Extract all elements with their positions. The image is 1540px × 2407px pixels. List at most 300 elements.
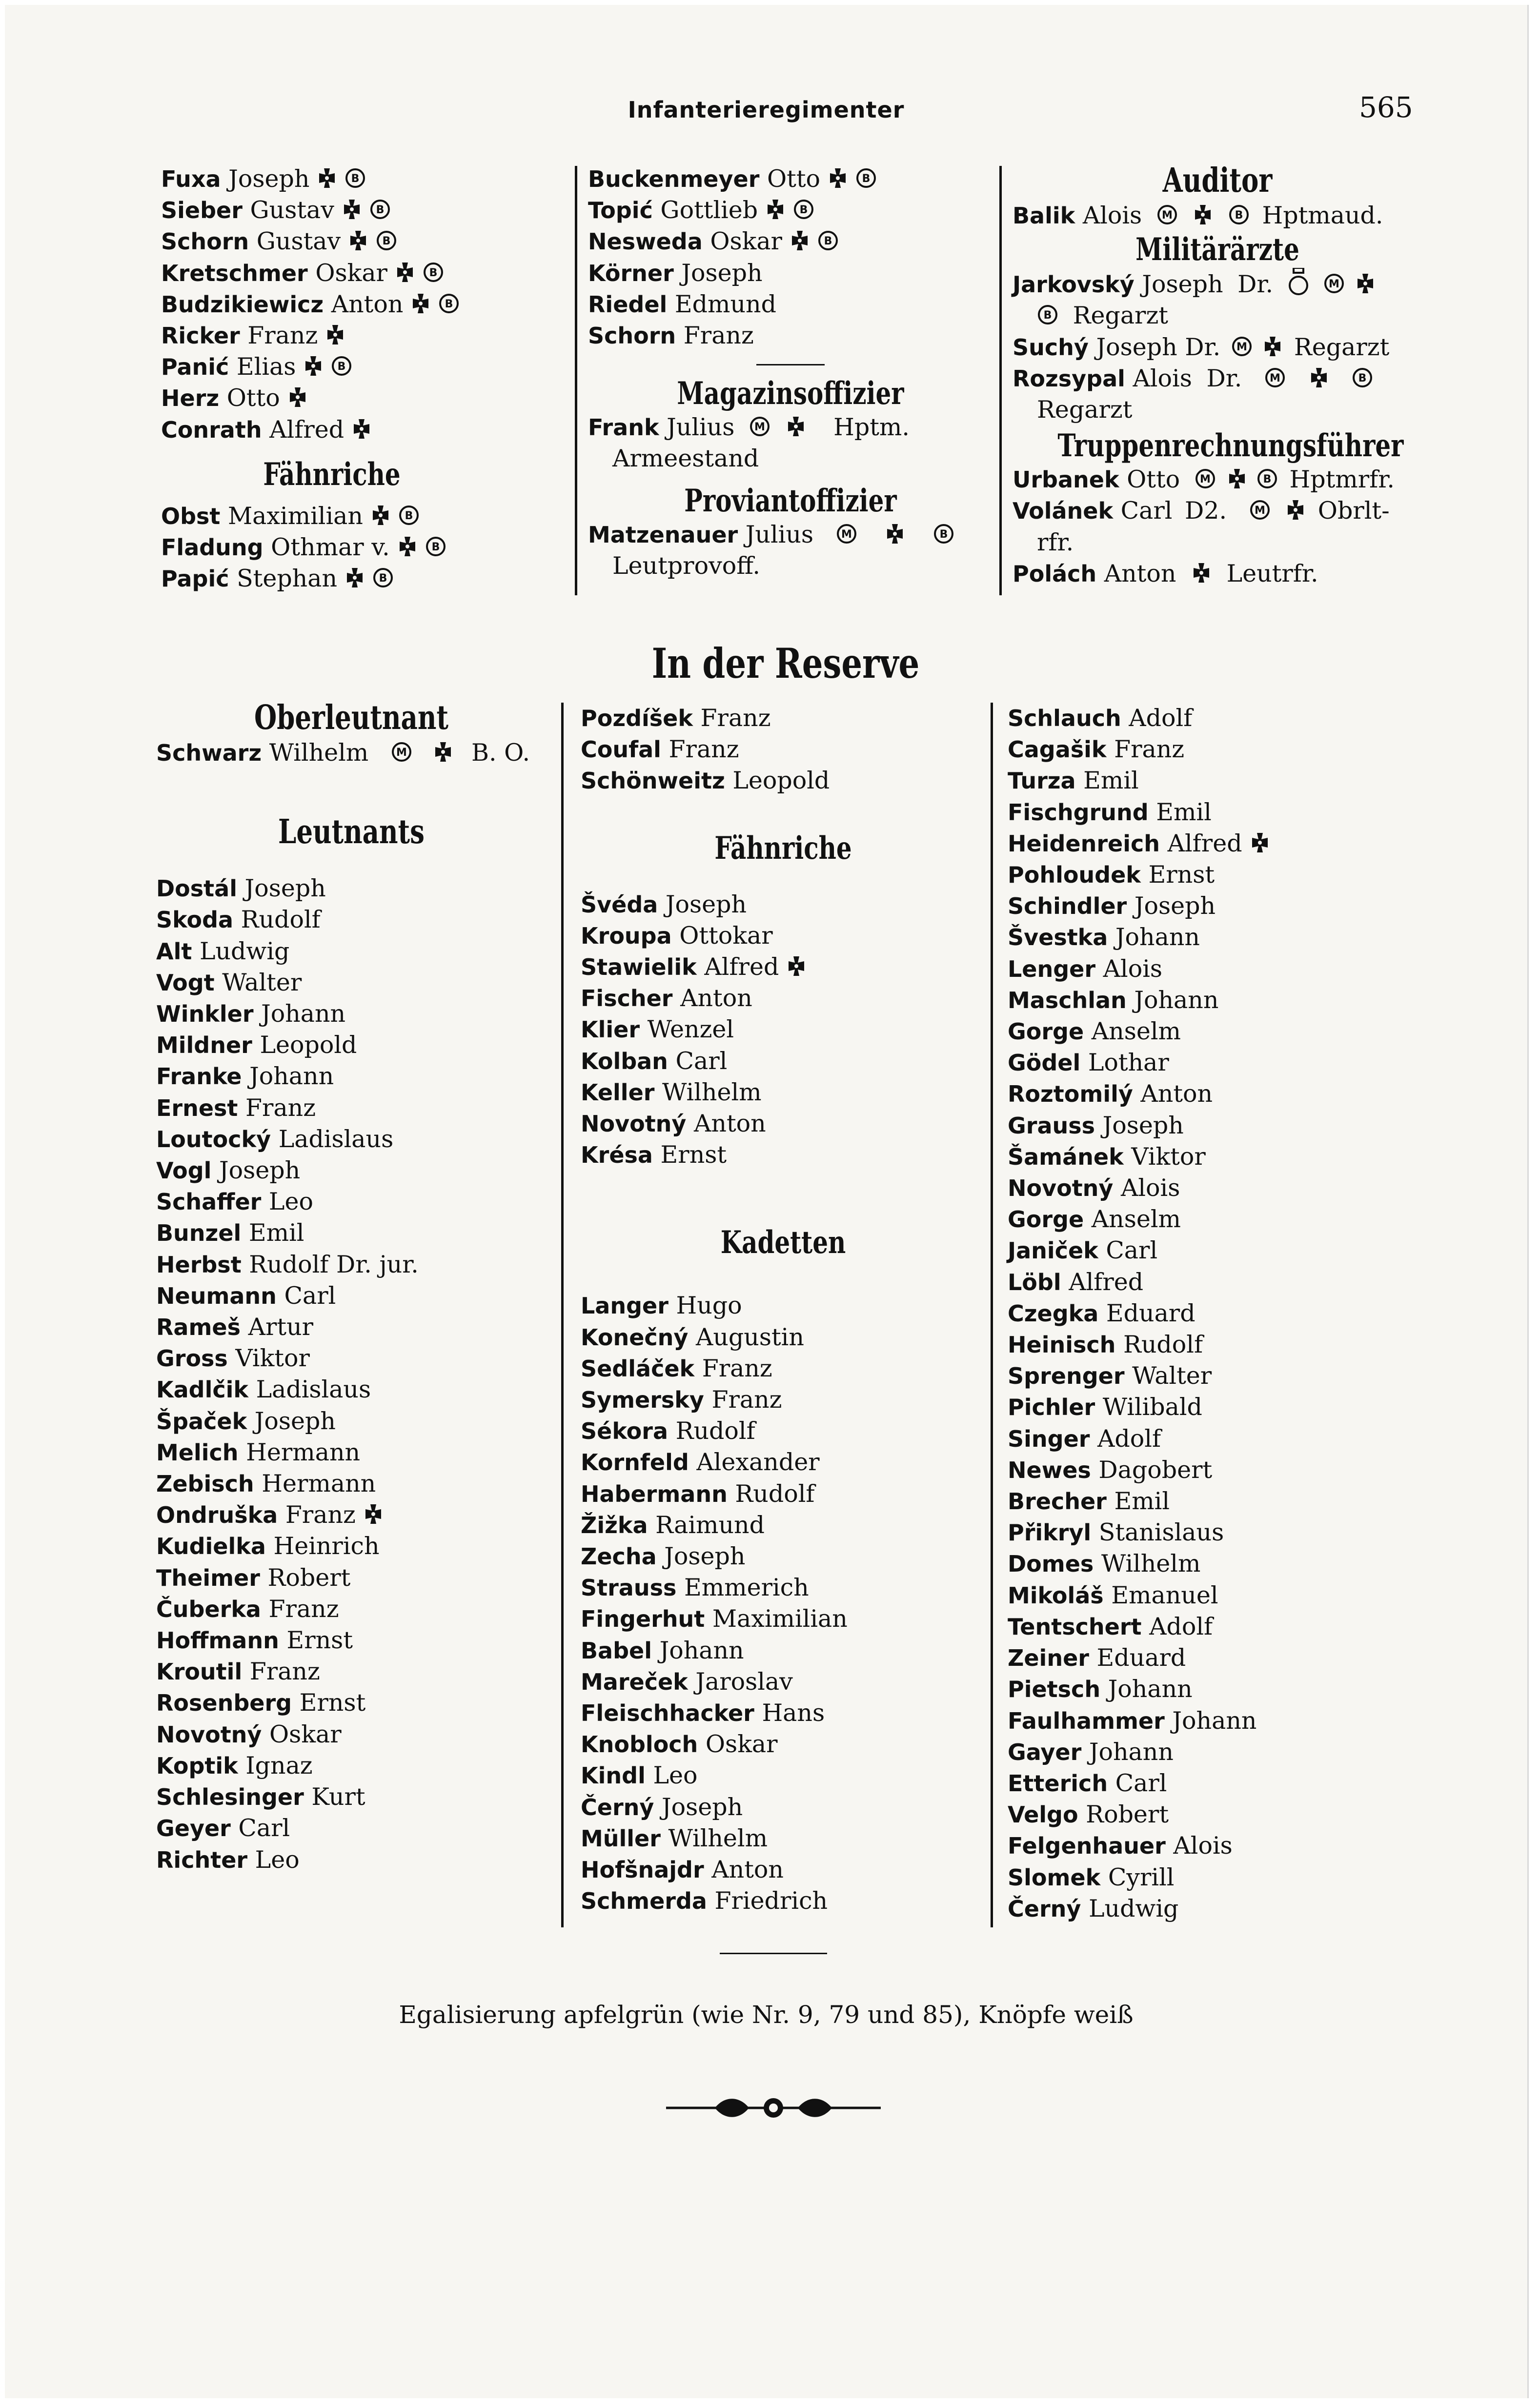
list-item [161,414,551,445]
given-name: Alois [1133,364,1192,392]
b-badge-icon [1228,202,1250,223]
given-name: Emil [1114,1487,1170,1516]
list-item [581,1792,986,1823]
surname: Urbanek [1013,466,1119,493]
given-name: Ernst [286,1626,353,1655]
surname: Obst [161,503,221,529]
given-name: Franz [1114,735,1185,764]
surname: Žižka [581,1512,648,1538]
list-item [581,1014,986,1045]
reserve-list-continued [1008,703,1432,1924]
given-name: Gottlieb [660,196,758,224]
surname: Müller [581,1825,661,1852]
rank-note: Hptmaud. [1262,202,1383,229]
given-name: Wilibald [1102,1393,1202,1421]
surname: Loutocký [156,1126,271,1153]
m-badge-icon [1231,334,1253,355]
accountant-entry [1013,464,1432,495]
surname: Buckenmeyer [588,166,760,192]
list-item [588,289,978,320]
surname: Fingerhut [581,1606,705,1633]
list-item [156,873,556,904]
surname: Neumann [156,1282,277,1309]
list-item [156,1594,556,1625]
given-name: Emanuel [1111,1581,1218,1609]
given-name: Johann [249,1062,334,1091]
svg-text:M: M [396,747,407,759]
list-item [1008,1548,1432,1579]
surname: Polách [1013,560,1097,587]
given-name: Carl [284,1281,336,1310]
cross-icon [827,165,849,187]
list-item [581,1603,986,1635]
section-heading-leutnants: Leutnants [278,812,425,852]
surname: Panić [161,354,229,381]
m-badge-icon [391,739,412,761]
surname: Gayer [1008,1739,1082,1765]
column-rule [575,166,577,595]
given-name: Johann [1172,1706,1257,1735]
b-badge-icon [438,291,460,312]
given-name: Joseph [661,1793,743,1821]
list-item [156,1312,556,1343]
list-item [581,1353,986,1384]
given-name: Ignaz [245,1751,313,1780]
surname: Mildner [156,1032,252,1059]
list-item [1008,734,1432,765]
svg-text:B: B [1043,309,1052,322]
doctor-entry [1013,332,1432,363]
list-item [1008,1110,1432,1141]
list-item [1008,1830,1432,1861]
list-item [156,1656,556,1687]
surname: Knobloch [581,1731,698,1758]
cross-icon [394,260,416,281]
surname: Stawielik [581,954,697,981]
surname: Černý [581,1794,654,1820]
svg-text:B: B [824,235,832,248]
surname: Švestka [1008,924,1108,951]
list-item [1008,1267,1432,1298]
surname: Winkler [156,1001,254,1028]
list-item [581,1384,986,1416]
list-item [156,1437,556,1468]
ornament-icon [666,2091,881,2127]
surname: Richter [156,1846,248,1873]
list-item [581,1541,986,1572]
given-name: Artur [248,1313,314,1341]
b-badge-icon [423,260,444,281]
surname: Novotný [581,1111,687,1137]
given-name: Ludwig [1088,1894,1179,1922]
svg-text:B: B [1358,372,1367,384]
given-name: Johann [261,1000,346,1028]
rank-note: B. O. [471,739,530,767]
surname: Ondruška [156,1502,278,1529]
given-name: Hermann [262,1470,376,1498]
given-name: Adolf [1129,704,1193,732]
surname: Turza [1008,768,1076,794]
list-item [1008,890,1432,922]
list-item [156,1374,556,1405]
b-badge-icon [1352,365,1373,386]
m-badge-icon [836,521,857,543]
surname: Fuxa [161,166,221,192]
given-name: Otto [767,165,821,193]
given-name: Alfred [704,953,779,981]
surname: Ernest [156,1094,238,1121]
surname: Riedel [588,291,668,318]
surname: Körner [588,260,674,286]
reserve-heading: In der Reserve [651,639,920,688]
column-rule [999,166,1002,595]
surname: Čuberka [156,1596,261,1622]
list-item [581,983,986,1014]
list-item [581,1322,986,1353]
b-badge-icon [1037,302,1058,324]
list-item [1008,1016,1432,1047]
surname: Theimer [156,1564,260,1591]
surname: Topić [588,197,653,224]
given-name: Alois [1103,954,1163,983]
cross-icon [351,416,372,438]
given-name: Friedrich [714,1887,828,1915]
list-item [581,1729,986,1760]
list-item [156,1625,556,1656]
surname: Přikryl [1008,1519,1092,1546]
given-name: Rudolf [675,1417,755,1445]
svg-text:B: B [376,204,385,217]
given-name: Franz [285,1501,356,1529]
surname: Alt [156,938,192,965]
list-item [161,226,551,257]
surname: Novotný [156,1721,262,1748]
surname: Matzenauer [588,521,738,548]
svg-text:M: M [1329,278,1340,291]
list-item [1008,1360,1432,1392]
svg-text:M: M [1236,341,1247,353]
given-name: Julius [745,520,814,548]
given-name: Hugo [676,1292,742,1320]
given-name: Rudolf [241,906,321,934]
list-item [581,889,986,920]
list-item [156,1813,556,1844]
surname: Gödel [1008,1050,1081,1076]
footer-note: Egalisierung apfelgrün (wie Nr. 9, 79 und 85), Knöpfe weiß [399,2001,1134,2029]
list-item [1008,1329,1432,1360]
cross-icon [316,165,338,187]
given-name: Emil [1083,767,1139,795]
cross-icon [1226,466,1248,487]
surname: Dostál [156,875,237,902]
continuation: rfr. [1037,528,1074,556]
list-item [156,998,556,1030]
surname: Hoffmann [156,1627,279,1654]
given-name: Anselm [1091,1205,1181,1234]
doctor-entry [1013,268,1432,300]
list-item [581,1108,986,1139]
list-item [161,532,551,563]
given-name: Walter [222,968,302,996]
list-item [156,1750,556,1781]
list-item [161,501,551,532]
list-item [1008,1204,1432,1235]
list-item [1008,1173,1432,1204]
list-item [581,1139,986,1171]
given-name: Anton [331,290,404,318]
list-item [1008,859,1432,890]
list-item [581,1077,986,1108]
surname: Melich [156,1439,239,1466]
surname: Fischgrund [1008,799,1149,826]
given-name: Joseph [254,1407,336,1435]
given-name: Carl [675,1047,728,1075]
surname: Kolban [581,1048,668,1074]
svg-text:M: M [754,421,765,434]
given-name: Alois [1121,1174,1180,1202]
surname: Langer [581,1293,669,1319]
surname: Grauss [1008,1112,1095,1139]
cross-icon [344,565,365,587]
given-name: Anton [1140,1080,1213,1108]
list-item [156,1687,556,1719]
surname: Sékora [581,1418,669,1445]
given-name: Otto [226,384,280,412]
m-badge-icon [749,414,770,435]
given-name: Cyrill [1108,1863,1175,1891]
given-name: Oskar [710,227,782,256]
oberleutnant-entry [156,737,556,769]
surname: Franke [156,1063,242,1090]
surname: Domes [1008,1551,1094,1578]
given-name: Joseph [219,1156,301,1185]
b-badge-icon [331,353,352,375]
surname: Brecher [1008,1488,1107,1515]
section-heading-oberleutnant: Oberleutnant [254,698,448,737]
list-item [156,1217,556,1249]
given-name: Joseph [664,1542,746,1571]
list-item [581,1046,986,1077]
b-badge-icon [817,228,839,249]
given-name: Viktor [1131,1142,1206,1171]
svg-text:B: B [1263,473,1272,486]
medal-icon [1288,268,1309,297]
given-name: Wilhelm [668,1824,768,1852]
surname: Gross [156,1345,228,1372]
given-name: Ladislaus [278,1125,394,1153]
section-heading-auditor: Auditor [1162,161,1273,200]
given-name: Franz [247,322,318,350]
magazinsoffizier-entry [588,412,978,443]
list-item [156,1719,556,1750]
given-name: Anton [711,1856,784,1884]
given-name: Alfred [1167,829,1242,857]
list-item [156,904,556,935]
given-name: Carl [1115,1769,1167,1797]
b-badge-icon [369,197,391,218]
magazinsoffizier-entry-cont [588,443,978,474]
list-item [1008,1455,1432,1486]
rank-note: Hptmrfr. [1289,465,1395,494]
m-badge-icon [1323,271,1345,292]
doctor-entry-cont [1013,300,1432,331]
list-item [1008,953,1432,985]
list-item [581,1478,986,1510]
surname: Schaffer [156,1189,262,1215]
list-item [1008,1674,1432,1705]
given-name: Hermann [246,1438,361,1466]
surname: Volánek [1013,498,1114,525]
given-name: Stanislaus [1098,1518,1224,1547]
surname: Špaček [156,1408,247,1435]
surname: Kornfeld [581,1449,689,1476]
given-name: Johann [1134,986,1219,1014]
surname: Schlesinger [156,1784,304,1811]
given-name: Edmund [674,290,776,318]
surname: Löbl [1008,1269,1061,1295]
given-name: Johann [1115,923,1200,951]
surname: Fischer [581,985,673,1012]
given-name: Alois [1173,1832,1233,1860]
given-name: Leo [255,1845,300,1874]
list-item [1008,1580,1432,1611]
proviantoffizier-entry-cont [588,550,978,582]
given-name: Oskar [705,1730,778,1759]
accountant-entry-cont [1013,527,1432,558]
surname: Kudielka [156,1533,266,1560]
given-name: Leo [653,1761,698,1790]
list-item [588,195,978,226]
given-name: Emil [248,1219,304,1247]
surname: Newes [1008,1456,1091,1483]
cross-icon [1355,271,1376,292]
surname: Heidenreich [1008,830,1160,857]
given-name: Eduard [1096,1644,1186,1672]
list-item [1008,1423,1432,1455]
given-name: Wilhelm [1101,1550,1201,1578]
surname: Kroupa [581,922,672,949]
surname: Singer [1008,1425,1090,1452]
surname: Sieber [161,197,243,224]
leutnants-list [156,873,556,1876]
given-name: Joseph Dr. [1096,333,1221,361]
list-item [1008,1799,1432,1830]
surname: Zecha [581,1543,657,1570]
list-item [1008,765,1432,796]
top-column-1 [161,163,551,594]
bottom-column-1 [156,695,556,1876]
bottom-column-3 [1008,703,1432,1924]
given-name: Joseph [665,890,747,918]
doctor-entry [1013,363,1432,394]
m-badge-icon [1195,466,1216,487]
surname: Pozdíšek [581,705,693,731]
reserve-list-start [581,703,986,797]
list-item [161,383,551,414]
section-heading-militararzte: Militärärzte [1135,231,1299,268]
given-name: Carl [1120,497,1173,525]
rank-note: Obrlt- [1317,497,1390,525]
list-item [156,1249,556,1280]
given-name: Robert [267,1563,351,1592]
given-name: Joseph [1134,892,1216,920]
list-item [581,1447,986,1478]
given-name: Maximilian [712,1605,848,1633]
list-item [156,1155,556,1186]
given-name: Gustav [250,196,334,224]
top-column-3 [1013,161,1432,589]
list-item [1008,1737,1432,1768]
surname: Bunzel [156,1220,242,1247]
given-name: Leopold [732,767,830,795]
surname: Etterich [1008,1770,1108,1797]
footer-rule [720,1953,827,1954]
list-item [156,1781,556,1813]
surname: Schindler [1008,893,1127,920]
given-name: Carl [1106,1236,1158,1265]
list-item [581,1760,986,1791]
list-item [156,1030,556,1061]
surname: Sedláček [581,1355,695,1382]
proviantoffizier-entry [588,519,978,550]
list-item [161,320,551,351]
list-item [581,1290,986,1321]
cross-icon [432,739,454,761]
b-badge-icon [793,197,814,218]
list-item [156,1280,556,1312]
given-name: Franz [245,1093,316,1122]
given-name: Gustav [256,227,341,256]
accountant-entry [1013,558,1432,589]
given-name: Robert [1086,1800,1169,1829]
given-name: Rudolf [1123,1331,1203,1359]
surname: Lenger [1008,955,1096,982]
cross-icon [1285,497,1306,519]
b-badge-icon [398,503,420,524]
surname: Gorge [1008,1018,1084,1045]
list-item [1008,1141,1432,1173]
given-name: Othmar v. [271,533,390,562]
column-rule [561,703,564,1927]
cross-icon [789,228,811,249]
list-item [588,320,978,351]
surname: Rameš [156,1314,241,1341]
list-item [1008,1611,1432,1642]
rank-note: Hptm. [833,413,910,442]
surname: Faulhammer [1008,1707,1165,1734]
svg-text:B: B [405,509,413,522]
list-item [581,1823,986,1854]
given-name: Franz [700,704,771,732]
b-badge-icon [425,534,446,555]
given-name: Alfred [1069,1268,1144,1296]
b-badge-icon [1256,466,1278,487]
surname: Skoda [156,907,234,933]
surname: Mareček [581,1668,688,1695]
surname: Babel [581,1637,652,1664]
cross-icon [884,521,906,543]
surname: Fladung [161,534,263,561]
list-item [156,1406,556,1437]
svg-text:B: B [382,235,391,248]
extra: D2. [1185,497,1227,525]
continuation: Regarzt [1073,302,1168,330]
surname: Balik [1013,202,1075,229]
cross-icon [370,503,391,524]
list-item [581,1510,986,1541]
list-item [1008,1486,1432,1517]
list-item [581,765,986,796]
